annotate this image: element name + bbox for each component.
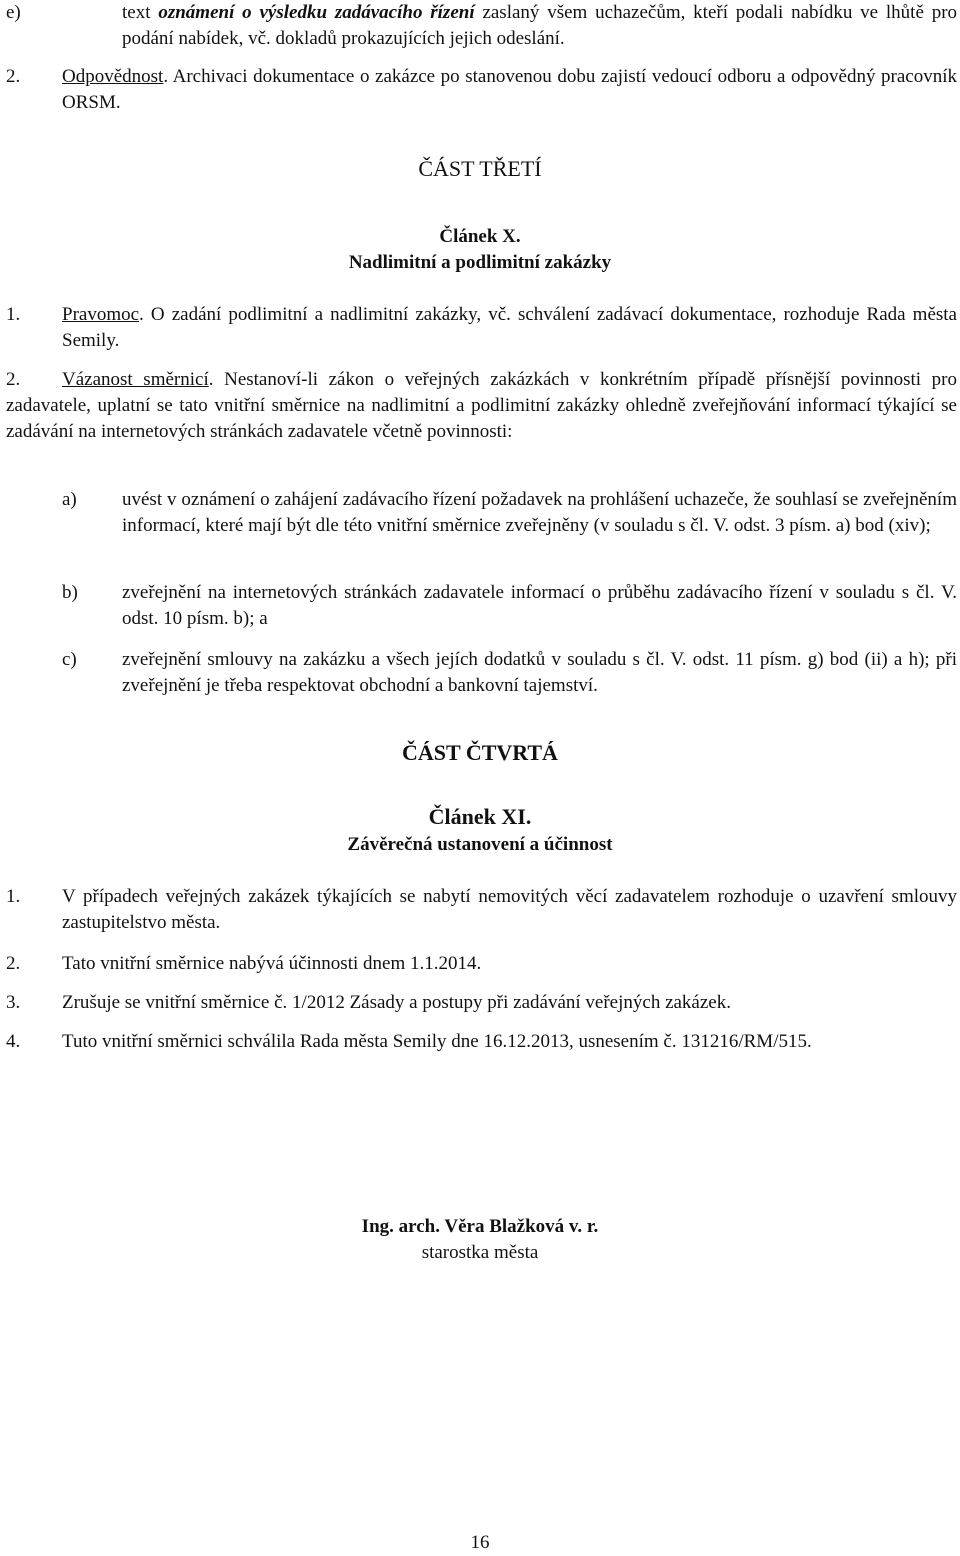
list-item-e (6, 0, 957, 52)
item-title: Odpovědnost (62, 66, 164, 87)
list-item: 3. Zrušuje se vnitřní směrnice č. 1/2012 Zásady a postupy při zadávání veřejných zakázek. (6, 992, 731, 1013)
article-heading: Článek XI. (428, 804, 532, 829)
part-heading: ČÁST ČTVRTÁ (402, 740, 558, 765)
sub-item-b: b) zveřejnění na internetových stránkách zadavatele informací o průběhu zadávacího řízení v souladu s čl. V. odst. 10 písm. b); a (62, 582, 957, 629)
item-title: Vázanost směrnicí (62, 369, 209, 390)
part-heading: ČÁST TŘETÍ (418, 156, 542, 181)
list-item-marker: e) (6, 2, 21, 23)
article-heading: Článek X. (439, 226, 521, 247)
sub-item-c: c) zveřejnění smlouvy na zakázku a všech jejích dodatků v souladu s čl. V. odst. 11 písm. g) bod (ii) a h); při zveřejnění je třeba respektovat obchodní a bankovní tajemství. (62, 649, 957, 696)
emphasis-text: oznámení o výsledku zadávacího řízení (158, 2, 475, 23)
list-item: 1. V případech veřejných zakázek týkajících se nabytí nemovitých věcí zadavatelem rozhoduje o uzavření smlouvy zastupitelstvo města. (6, 886, 957, 933)
article-title: Závěrečná ustanovení a účinnost (347, 834, 613, 855)
list-item: 2. Vázanost směrnicí. Nestanoví-li zákon o veřejných zakázkách v konkrétním případě přísnější povinnosti pro zadavatele, uplatní se tato vnitřní směrnice na nadlimitní a podlimitní zakázky ohledně zveřejňování informací týkající se zadávání na internetových stránkách zadavatele včetně povinnosti: (6, 369, 957, 442)
signature-role: starostka města (421, 1242, 539, 1263)
sub-item-a: a) uvést v oznámení o zahájení zadávacího řízení požadavek na prohlášení uchazeče, že souhlasí se zveřejněním informací, které mají být dle této vnitřní směrnice zveřejněny (v souladu s čl. V. odst. 3 písm. a) bod (xiv); (62, 489, 957, 536)
page-number: 16 (470, 1532, 490, 1553)
list-item: 2. Tato vnitřní směrnice nabývá účinnosti dnem 1.1.2014. (6, 953, 482, 974)
list-item: 1. Pravomoc. O zadání podlimitní a nadlimitní zakázky, vč. schválení zadávací dokumentace, rozhoduje Rada města Semily. (6, 304, 957, 351)
signature-name: Ing. arch. Věra Blažková v. r. (361, 1216, 599, 1237)
list-item: 4. Tuto vnitřní směrnici schválila Rada města Semily dne 16.12.2013, usnesením č. 131216/RM/515. (6, 1031, 812, 1052)
item-title: Pravomoc (62, 304, 140, 325)
list-item-text: text oznámení o výsledku zadávacího řízení zaslaný všem uchazečům, kteří podali nabídku ve lhůtě pro podání nabídek, vč. dokladů prokazujících jejich odeslání. (122, 2, 958, 49)
article-title: Nadlimitní a podlimitní zakázky (348, 252, 612, 273)
responsibility-item: 2. Odpovědnost. Archivaci dokumentace o zakázce po stanovenou dobu zajistí vedoucí odboru a odpovědný pracovník ORSM. (6, 66, 957, 113)
